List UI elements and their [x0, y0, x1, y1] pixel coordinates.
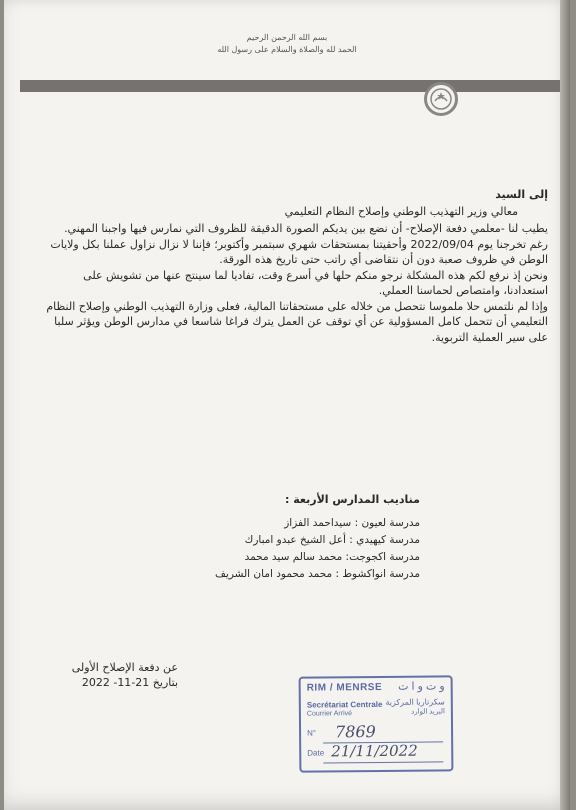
letter-body [38, 221, 548, 345]
letterhead-invocation [4, 32, 570, 56]
paragraph-3: ونحن إذ نرفع لكم هذه المشكلة نرجو منكم حلها في أسرع وقت، تفاديا لما سينتج عنها من تشويش على استعدادنا، وامتصاص لحماسنا العملي. [83, 268, 548, 297]
stamp-courrier-ar: البريد الوارد [411, 708, 445, 716]
paragraph-4: وإذا لم نلتمس حلا ملموسا نتحصل من خلاله على مستحقاتنا المالية، فعلى وزارة التهذيب الوطني وإصلاح النظام التعليمي أن تتحمل كامل المسؤولية عن أي توقف عن العمل يترك فراغا شاسعا في مدارس الوطن ويؤثر سلبا على سير العملية التربوية. [46, 299, 548, 344]
paragraph-1: يطيب لنا -معلمي دفعة الإصلاح- أن نضع بين يديكم الصورة الدقيقة للظروف التي نمارس فيها واجبنا المهني. [64, 222, 548, 235]
reception-stamp [299, 675, 454, 772]
paragraph-2: رغم تخرجنا يوم 2022/09/04 وأحقيتنا بمستحقات شهري سبتمبر وأكتوبر؛ فإننا لا نزال نزاول عملنا بكل ولايات الوطن في ظروف صعبة دون أن نتقاضى أي راتب حتى تاريخ هذه الورقة. [50, 237, 548, 266]
representatives-heading: مناديب المدارس الأربعة : [285, 493, 420, 506]
representative-item: مدرسة كيهيدي : أعل الشيخ عبدو امبارك [244, 534, 420, 546]
stamp-number: 7869 [334, 722, 376, 742]
sender-name: عن دفعة الإصلاح الأولى [71, 661, 178, 674]
stamp-number-label: N° [307, 728, 317, 738]
sender-date: بتاريخ 21-11- 2022 [81, 676, 178, 689]
national-emblem-icon [424, 82, 458, 116]
stamp-date-label: Date [307, 748, 325, 758]
page-edge-shadow [560, 0, 570, 810]
stamp-office-ar: سكرتاريا المركزية [385, 697, 445, 707]
addressee: إلى السيد [495, 188, 548, 201]
stamp-rule [323, 761, 443, 763]
stamp-office: Secrétariat Centrale [306, 699, 383, 710]
bismillah-line: بسم الله الرحمن الرحيم [246, 33, 328, 42]
representatives-list [215, 515, 420, 583]
stamp-org-ar: و ت و ا ت [397, 680, 445, 693]
stamp-date: 21/11/2022 [331, 741, 418, 761]
stamp-org: RIM / MENRSE [306, 681, 383, 694]
header-bar [20, 80, 570, 92]
representative-item: مدرسة اكجوجت: محمد سالم سيد محمد [244, 551, 420, 563]
hamdala-line: الحمد لله والصلاة والسلام على رسول الله [217, 45, 357, 54]
recipient-title: معالي وزير التهذيب الوطني وإصلاح النظام التعليمي [284, 205, 518, 218]
letter-page [4, 0, 570, 810]
sender-signature-block [48, 660, 178, 690]
stamp-courrier: Courrier Arrivé [306, 710, 353, 718]
representative-item: مدرسة انواكشوط : محمد محمود امان الشريف [215, 568, 420, 580]
representative-item: مدرسة لعيون : سيداحمد الفزاز [284, 517, 420, 529]
